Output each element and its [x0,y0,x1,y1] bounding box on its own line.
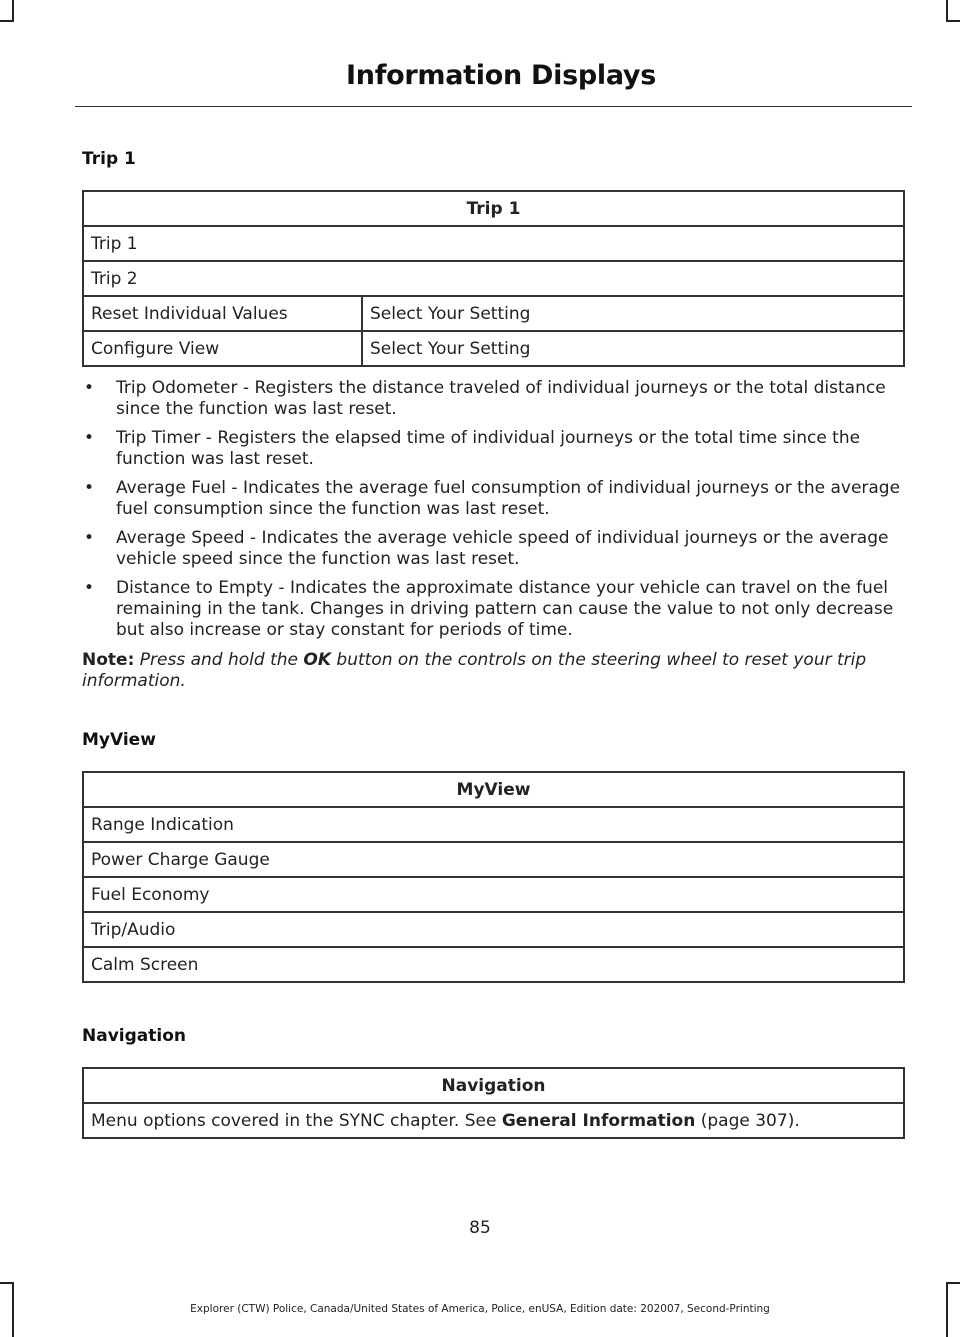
crop-mark [12,0,14,22]
trip-note [82,650,908,692]
table-row [83,296,904,331]
page-title: Information Displays [346,60,656,91]
bullet-text: Average Speed - Indicates the average vehicle speed of individual journeys or the average vehicle speed since the function was last reset. [116,528,889,569]
note-label: Note: [82,650,135,670]
menu-item-fuel-economy: Fuel Economy [83,877,904,912]
bullet-icon: • [84,578,95,598]
navigation-table-title: Navigation [83,1068,904,1103]
list-item [82,478,905,520]
trip-heading: Trip 1 [82,149,136,169]
menu-item-power-charge-gauge: Power Charge Gauge [83,842,904,877]
crop-mark [946,20,960,22]
table-row [83,947,904,982]
page-number: 85 [469,1218,491,1238]
bullet-icon: • [84,478,95,498]
menu-item-configure-view: Configure View [83,331,362,366]
bullet-text: Trip Odometer - Registers the distance traveled of individual journeys or the total distance since the function was last reset. [116,378,886,419]
list-item [82,428,905,470]
navigation-row [83,1103,904,1138]
list-item [82,528,905,570]
table-row [83,807,904,842]
bullet-text: Distance to Empty - Indicates the approximate distance your vehicle can travel on the fuel remaining in the tank. Changes in driving pattern can cause the value to not only decrease but also increase or stay constant for periods of time. [116,578,894,640]
crop-mark [0,20,14,22]
header-divider [75,106,912,107]
trip-bullet-list [82,378,905,649]
menu-item-range-indication: Range Indication [83,807,904,842]
trip-menu-table [82,190,905,367]
menu-item-trip-audio: Trip/Audio [83,912,904,947]
menu-item-reset-values: Reset Individual Values [83,296,362,331]
table-row [83,1103,904,1138]
bullet-icon: • [84,528,95,548]
navigation-heading: Navigation [82,1026,186,1046]
table-header-row [83,1068,904,1103]
edition-footer: Explorer (CTW) Police, Canada/United States of America, Police, enUSA, Edition date: 202007, Second-Printing [190,1303,770,1315]
note-text: button on the controls on the steering wheel to reset your trip information. [82,650,867,691]
table-row [83,842,904,877]
ok-button-reference: OK [303,650,332,670]
table-row [83,331,904,366]
menu-item-trip-1: Trip 1 [83,226,904,261]
bullet-text: Average Fuel - Indicates the average fuel consumption of individual journeys or the average fuel consumption since the function was last reset. [116,478,901,519]
list-item [82,378,905,420]
bullet-icon: • [84,378,95,398]
table-header-row [83,772,904,807]
navigation-row-text: Menu options covered in the SYNC chapter. See [91,1110,502,1131]
crop-mark [946,0,948,22]
table-row [83,226,904,261]
bullet-text: Trip Timer - Registers the elapsed time of individual journeys or the total time since the function was last reset. [116,428,861,469]
table-header-row [83,191,904,226]
trip-table-title: Trip 1 [83,191,904,226]
crop-mark [946,1282,960,1284]
menu-item-trip-2: Trip 2 [83,261,904,296]
table-row [83,877,904,912]
menu-item-setting: Select Your Setting [362,296,904,331]
bullet-icon: • [84,428,95,448]
menu-item-setting: Select Your Setting [362,331,904,366]
general-information-link[interactable]: General Information [501,1110,696,1131]
note-text: Press and hold the [134,650,304,670]
page-reference: (page 307). [695,1110,800,1131]
list-item [82,578,905,641]
menu-item-calm-screen: Calm Screen [83,947,904,982]
table-row [83,912,904,947]
myview-heading: MyView [82,730,156,750]
myview-table-title: MyView [83,772,904,807]
navigation-menu-table [82,1067,905,1139]
myview-menu-table [82,771,905,983]
table-row [83,261,904,296]
crop-mark [0,1282,14,1284]
